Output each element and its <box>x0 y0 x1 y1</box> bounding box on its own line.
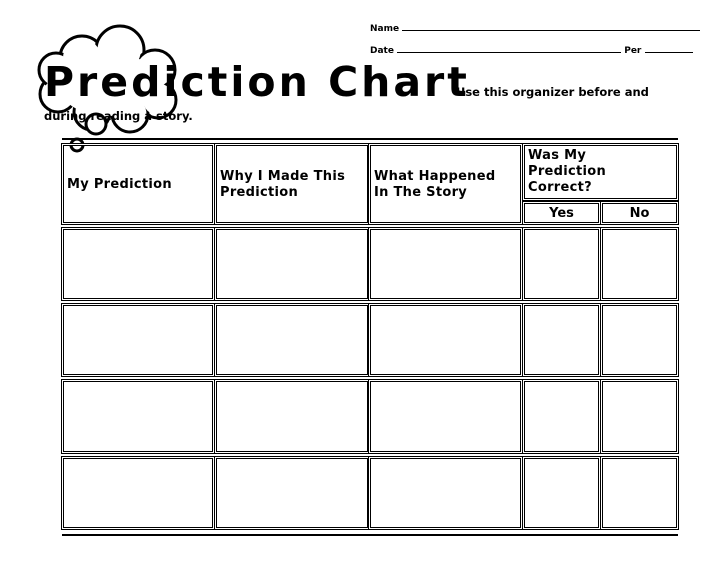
subtitle-line-2: during reading a story. <box>44 109 193 123</box>
row-2-no-cell[interactable] <box>602 305 677 375</box>
header-cell-why <box>216 145 368 223</box>
row-3-no-cell[interactable] <box>602 381 677 452</box>
date-blank[interactable] <box>397 44 621 53</box>
row-3-reason-cell[interactable] <box>216 381 368 452</box>
row-2-yes-cell[interactable] <box>524 305 599 375</box>
row-4-outcome-cell[interactable] <box>370 458 521 528</box>
row-3-prediction-cell[interactable] <box>63 381 213 452</box>
row-2-reason-cell[interactable] <box>216 305 368 375</box>
date-label: Date <box>370 46 394 56</box>
top-rule <box>62 138 678 140</box>
row-4-yes-cell[interactable] <box>524 458 599 528</box>
row-2-prediction-cell[interactable] <box>63 305 213 375</box>
row-4-prediction-cell[interactable] <box>63 458 213 528</box>
row-2-outcome-cell[interactable] <box>370 305 521 375</box>
header-was-my-prediction-correct: Was My Prediction Correct? <box>528 148 607 195</box>
row-1-reason-cell[interactable] <box>216 229 368 299</box>
row-1-yes-cell[interactable] <box>524 229 599 299</box>
header-cell-what-happened <box>370 145 521 223</box>
row-3-outcome-cell[interactable] <box>370 381 521 452</box>
row-1-no-cell[interactable] <box>602 229 677 299</box>
row-4-reason-cell[interactable] <box>216 458 368 528</box>
name-field <box>370 22 700 34</box>
header-my-prediction: My Prediction <box>67 177 172 192</box>
period-label: Per <box>624 46 642 56</box>
subtitle-line-1: Use this organizer before and <box>456 85 649 99</box>
name-blank[interactable] <box>402 22 700 31</box>
header-what-happened-in-the-story: What Happened In The Story <box>374 169 496 200</box>
header-yes: Yes <box>549 206 574 221</box>
header-cell-no <box>602 203 677 223</box>
name-label: Name <box>370 24 400 34</box>
row-1-prediction-cell[interactable] <box>63 229 213 299</box>
period-blank[interactable] <box>645 44 693 53</box>
header-no: No <box>629 206 650 221</box>
page-title: Prediction Chart <box>44 58 470 106</box>
row-3-yes-cell[interactable] <box>524 381 599 452</box>
row-1-outcome-cell[interactable] <box>370 229 521 299</box>
date-field <box>370 44 693 56</box>
header-cell-yes <box>524 203 599 223</box>
header-why-i-made-this-prediction: Why I Made This Prediction <box>220 169 346 200</box>
header-cell-correct <box>524 145 677 199</box>
row-4-no-cell[interactable] <box>602 458 677 528</box>
bottom-rule <box>62 534 678 536</box>
header-cell-my-prediction <box>63 145 213 223</box>
